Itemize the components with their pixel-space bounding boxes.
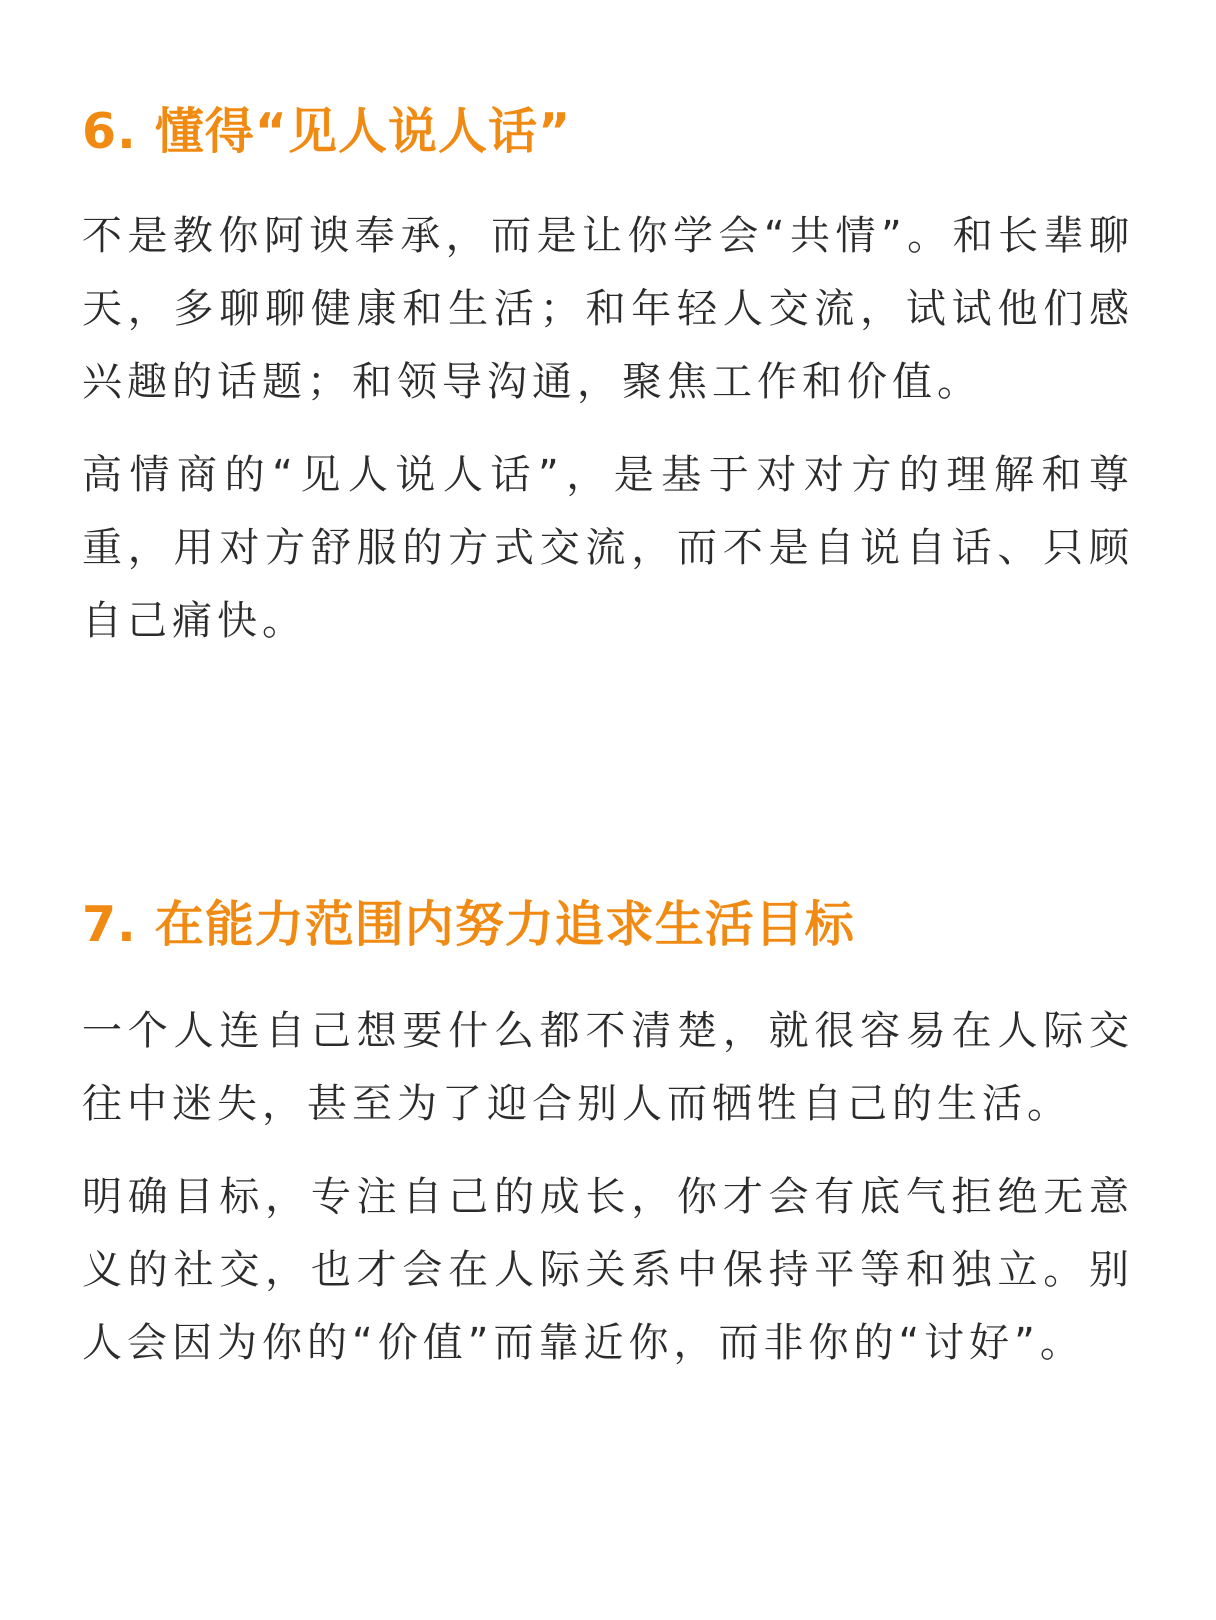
section-7 (82, 893, 1134, 1380)
section-6 (82, 100, 1134, 658)
section-paragraph: 明确目标，专注自己的成长，你才会有底气拒绝无意义的社交，也才会在人际关系中保持平等和独立。别人会因为你的“价值”而靠近你，而非你的“讨好”。 (82, 1174, 1134, 1366)
section-paragraph: 一个人连自己想要什么都不清楚，就很容易在人际交往中迷失，甚至为了迎合别人而牺牲自己的生活。 (82, 1008, 1134, 1127)
section-heading: 6. 懂得“见人说人话” (82, 103, 572, 160)
section-paragraph: 高情商的“见人说人话”，是基于对对方的理解和尊重，用对方舒服的方式交流，而不是自说自话、只顾自己痛快。 (82, 452, 1134, 644)
section-paragraph: 不是教你阿谀奉承，而是让你学会“共情”。和长辈聊天，多聊聊健康和生活；和年轻人交流，试试他们感兴趣的话题；和领导沟通，聚焦工作和价值。 (82, 213, 1134, 405)
section-heading: 7. 在能力范围内努力追求生活目标 (82, 896, 855, 953)
